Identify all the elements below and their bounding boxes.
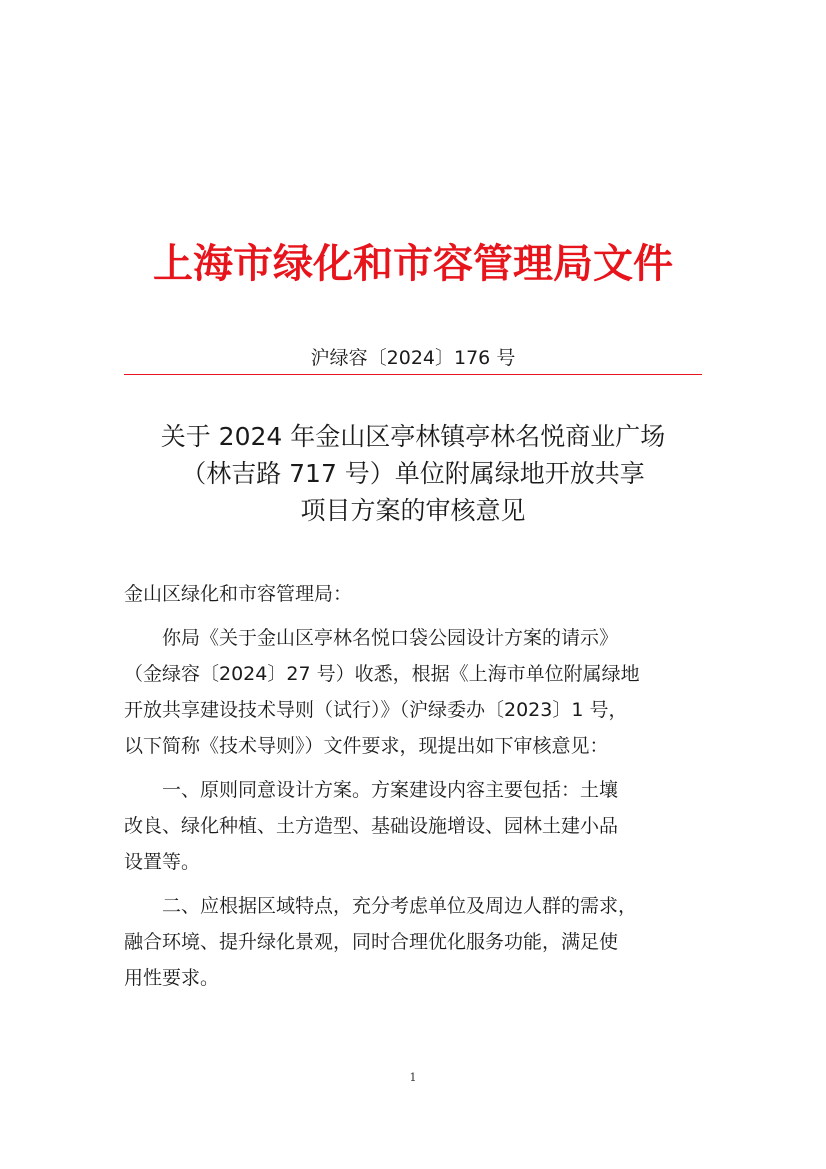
document-title-line: 项目方案的审核意见 <box>300 496 526 525</box>
paragraph-line: 用性要求。 <box>124 967 220 989</box>
document-body <box>124 576 702 1004</box>
red-separator-line <box>124 374 702 375</box>
document-number: 沪绿容〔2024〕176 号 <box>310 347 516 369</box>
body-paragraph <box>124 888 702 996</box>
paragraph-line: （金绿容〔2024〕27 号）收悉，根据《上海市单位附属绿地 <box>124 663 640 685</box>
paragraph-line: 设置等。 <box>124 851 201 873</box>
document-title-line: 关于 2024 年金山区亭林镇亭林名悦商业广场 <box>160 422 666 451</box>
page-number: 1 <box>409 1071 417 1084</box>
paragraph-line: 你局《关于金山区亭林名悦口袋公园设计方案的请示》 <box>162 627 619 649</box>
paragraph-line: 开放共享建设技术导则（试行）》（沪绿委办〔2023〕1 号， <box>124 699 628 721</box>
paragraph-line: 一、原则同意设计方案。方案建设内容主要包括：土壤 <box>162 779 619 801</box>
paragraph-line: 改良、绿化种植、土方造型、基础设施增设、园林土建小品 <box>124 815 619 837</box>
body-paragraph <box>124 620 702 764</box>
document-title <box>100 418 726 529</box>
paragraph-line: 融合环境、提升绿化景观，同时合理优化服务功能，满足使 <box>124 931 619 953</box>
salutation: 金山区绿化和市容管理局： <box>124 583 353 605</box>
paragraph-line: 以下简称《技术导则》）文件要求，现提出如下审核意见： <box>124 735 609 757</box>
paragraph-line: 二、应根据区域特点，充分考虑单位及周边人群的需求， <box>162 895 638 917</box>
issuing-organization-title: 上海市绿化和市容管理局文件 <box>153 241 673 287</box>
body-paragraph <box>124 772 702 880</box>
document-title-line: （林吉路 717 号）单位附属绿地开放共享 <box>181 459 645 488</box>
